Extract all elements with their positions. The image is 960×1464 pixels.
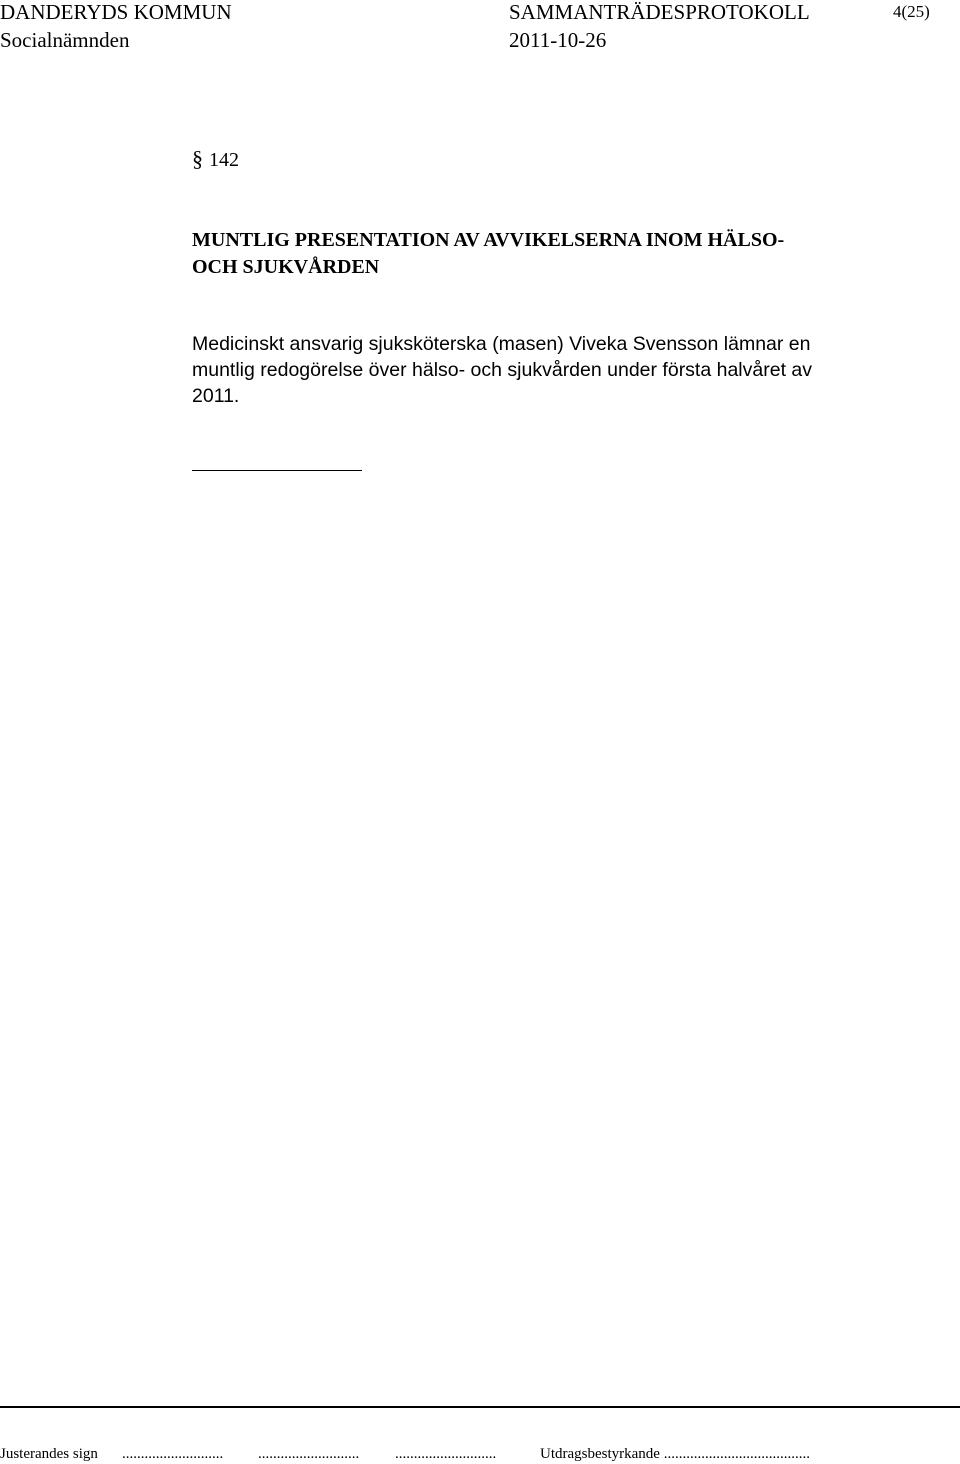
- signature-line: ...........................: [395, 1446, 497, 1462]
- section-number: 142: [209, 149, 239, 171]
- utdragsbestyrkande-label: Utdragsbestyrkande .......................................: [540, 1446, 810, 1462]
- signature-line: ...........................: [258, 1446, 360, 1462]
- document-type: SAMMANTRÄDESPROTOKOLL: [509, 0, 810, 24]
- body-line: 2011.: [192, 385, 240, 407]
- committee-name: Socialnämnden: [0, 28, 130, 52]
- section-title: MUNTLIG PRESENTATION AV AVVIKELSERNA INOM HÄLSO- OCH SJUKVÅRDEN: [192, 229, 785, 278]
- section-heading: [192, 146, 239, 173]
- section-body: [192, 331, 892, 409]
- footer-divider: [0, 1406, 960, 1408]
- body-line: muntlig redogörelse över hälso- och sjukvården under första halvåret av: [192, 359, 813, 381]
- meeting-date: 2011-10-26: [509, 28, 607, 52]
- section-end-rule: [192, 470, 362, 471]
- paragraph-sign: §: [192, 146, 203, 171]
- signature-line: ...........................: [122, 1446, 224, 1462]
- body-line: Medicinskt ansvarig sjuksköterska (masen) Viveka Svensson lämnar en: [192, 333, 811, 355]
- page-number: 4(25): [893, 2, 930, 21]
- justerandes-sign-label: Justerandes sign: [0, 1446, 98, 1462]
- organization-name: DANDERYDS KOMMUN: [0, 0, 232, 24]
